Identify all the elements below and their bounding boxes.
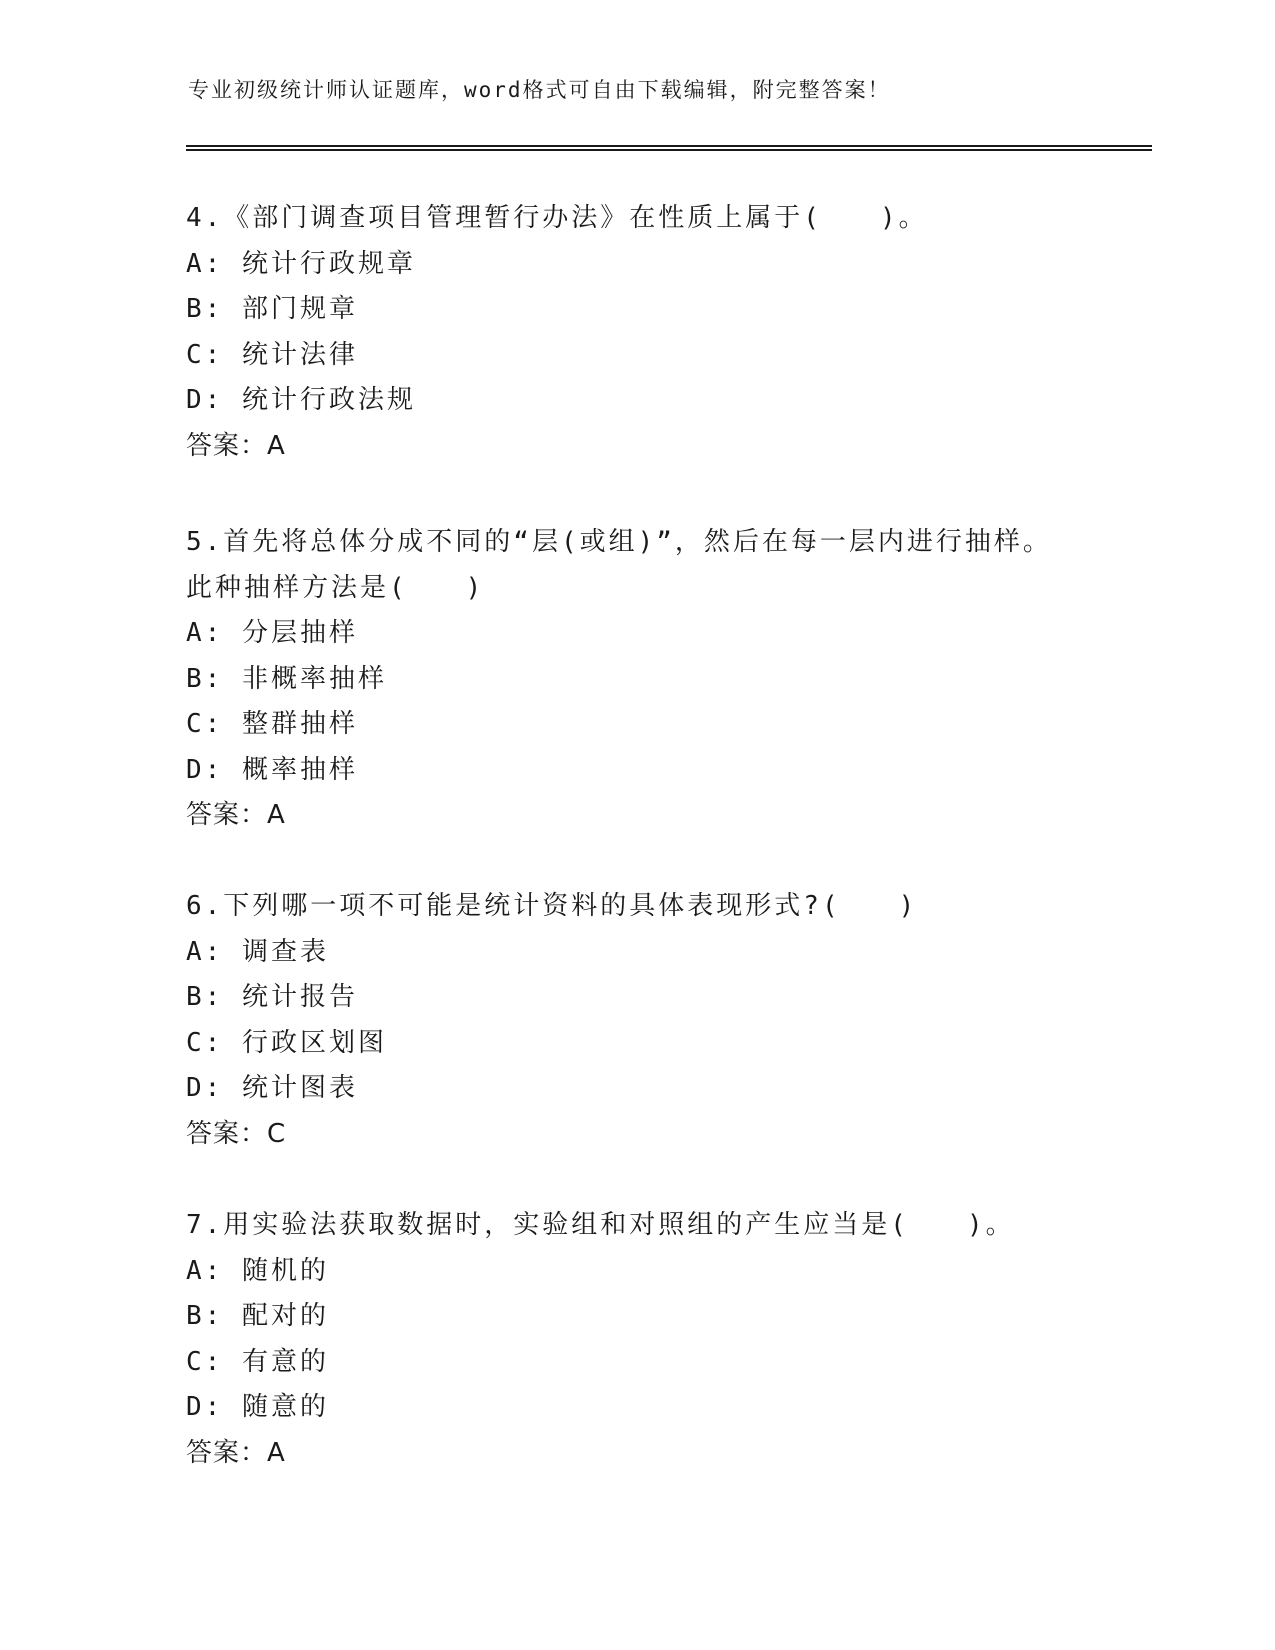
option-c: C: 行政区划图 [186, 1027, 387, 1058]
header-divider [186, 145, 1152, 151]
answer-line: 答案：A [186, 1437, 286, 1468]
option-b: B: 非概率抽样 [186, 663, 387, 694]
option-c: C: 整群抽样 [186, 709, 358, 739]
question-block [186, 1203, 1086, 1476]
question-stem: 5.首先将总体分成不同的“层(或组)”，然后在每一层内进行抽样。 [186, 527, 1052, 557]
question-stem: 6.下列哪一项不可能是统计资料的具体表现形式?( ) [186, 891, 918, 921]
answer-line: 答案：A [186, 800, 286, 830]
question-block [186, 196, 1086, 469]
answer-line: 答案：A [186, 430, 286, 461]
option-a: A: 随机的 [186, 1255, 329, 1286]
option-b: B: 统计报告 [186, 982, 358, 1012]
option-b: B: 配对的 [186, 1301, 329, 1331]
option-c: C: 统计法律 [186, 339, 358, 370]
option-c: C: 有意的 [186, 1346, 329, 1377]
option-d: D: 随意的 [186, 1392, 329, 1422]
question-stem-continued: 此种抽样方法是( ) [186, 572, 485, 603]
option-a: A: 分层抽样 [186, 618, 358, 648]
option-d: D: 概率抽样 [186, 754, 358, 785]
option-d: D: 统计行政法规 [186, 385, 416, 415]
question-block [186, 884, 1086, 1157]
question-stem: 4.《部门调查项目管理暂行办法》在性质上属于( )。 [186, 203, 928, 233]
answer-line: 答案：C [186, 1118, 287, 1149]
question-stem: 7.用实验法获取数据时，实验组和对照组的产生应当是( )。 [186, 1210, 1015, 1240]
page-header: 专业初级统计师认证题库，word格式可自由下载编辑，附完整答案！ [188, 78, 891, 102]
option-b: B: 部门规章 [186, 294, 358, 324]
option-d: D: 统计图表 [186, 1073, 358, 1103]
option-a: A: 调查表 [186, 936, 329, 967]
question-block [186, 520, 1086, 839]
option-a: A: 统计行政规章 [186, 248, 416, 279]
